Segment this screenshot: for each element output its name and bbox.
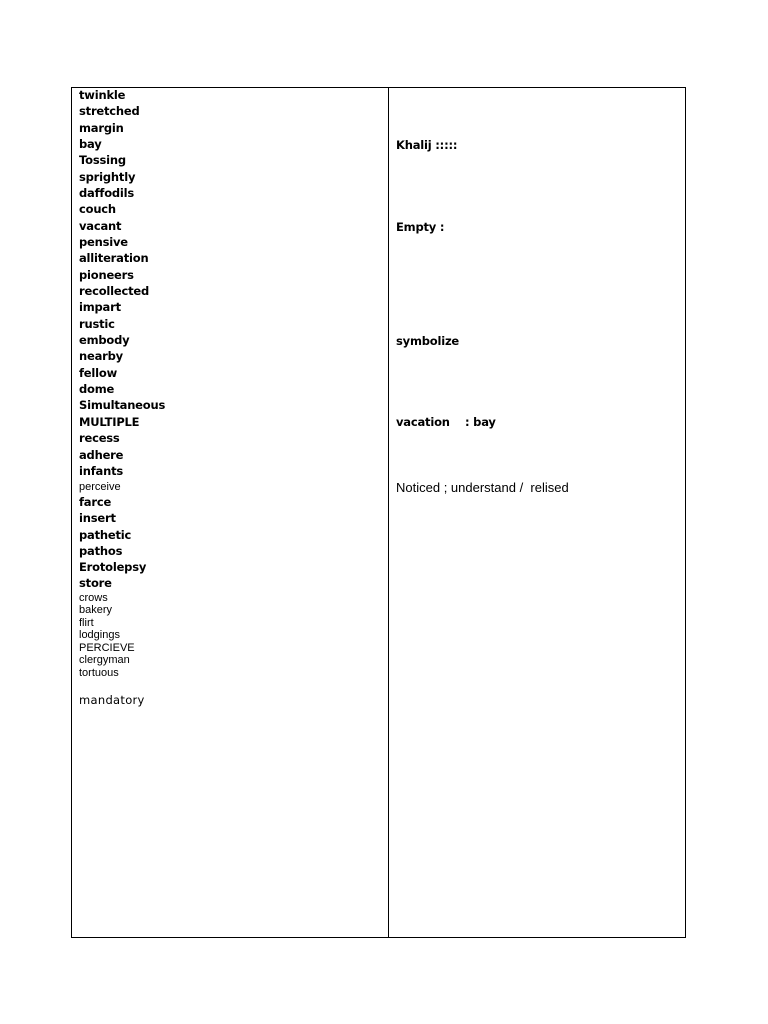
- note-item: vacation : bay: [396, 415, 496, 429]
- word-item: sprightly: [79, 170, 136, 184]
- word-item: insert: [79, 511, 116, 525]
- word-item: MULTIPLE: [79, 415, 140, 429]
- word-item: tortuous: [79, 667, 119, 679]
- word-item: crows: [79, 592, 108, 604]
- word-item: couch: [79, 202, 116, 216]
- word-item: adhere: [79, 448, 124, 462]
- word-item: perceive: [79, 481, 121, 493]
- word-item: flirt: [79, 617, 94, 629]
- word-item: twinkle: [79, 88, 126, 102]
- word-item: farce: [79, 495, 112, 509]
- word-item: infants: [79, 464, 124, 478]
- note-item: Empty :: [396, 220, 445, 234]
- word-item: recollected: [79, 284, 150, 298]
- word-item: pathos: [79, 544, 123, 558]
- word-item: lodgings: [79, 629, 120, 641]
- word-item: margin: [79, 121, 124, 135]
- word-item: Tossing: [79, 153, 126, 167]
- word-item: dome: [79, 382, 115, 396]
- word-item: Simultaneous: [79, 398, 166, 412]
- word-item: fellow: [79, 366, 118, 380]
- note-item: Noticed ; understand / relised: [396, 480, 569, 495]
- word-item: rustic: [79, 317, 115, 331]
- word-item: mandatory: [79, 693, 145, 707]
- word-item: store: [79, 576, 112, 590]
- word-item: clergyman: [79, 654, 130, 666]
- word-item: pathetic: [79, 528, 132, 542]
- word-item: vacant: [79, 219, 122, 233]
- note-item: symbolize: [396, 334, 460, 348]
- note-item: Khalij :::::: [396, 138, 458, 152]
- word-item: alliteration: [79, 251, 149, 265]
- word-item: recess: [79, 431, 120, 445]
- word-item: embody: [79, 333, 130, 347]
- vocabulary-table: [71, 87, 686, 938]
- word-item: Erotolepsy: [79, 560, 147, 574]
- word-item: impart: [79, 300, 121, 314]
- word-item: bakery: [79, 604, 113, 616]
- word-item: stretched: [79, 104, 140, 118]
- notes-column: [389, 88, 685, 937]
- word-item: PERCIEVE: [79, 642, 135, 654]
- word-item: pensive: [79, 235, 128, 249]
- word-item: pioneers: [79, 268, 134, 282]
- word-item: bay: [79, 137, 102, 151]
- word-item: daffodils: [79, 186, 135, 200]
- word-column: [72, 88, 389, 937]
- word-item: nearby: [79, 349, 123, 363]
